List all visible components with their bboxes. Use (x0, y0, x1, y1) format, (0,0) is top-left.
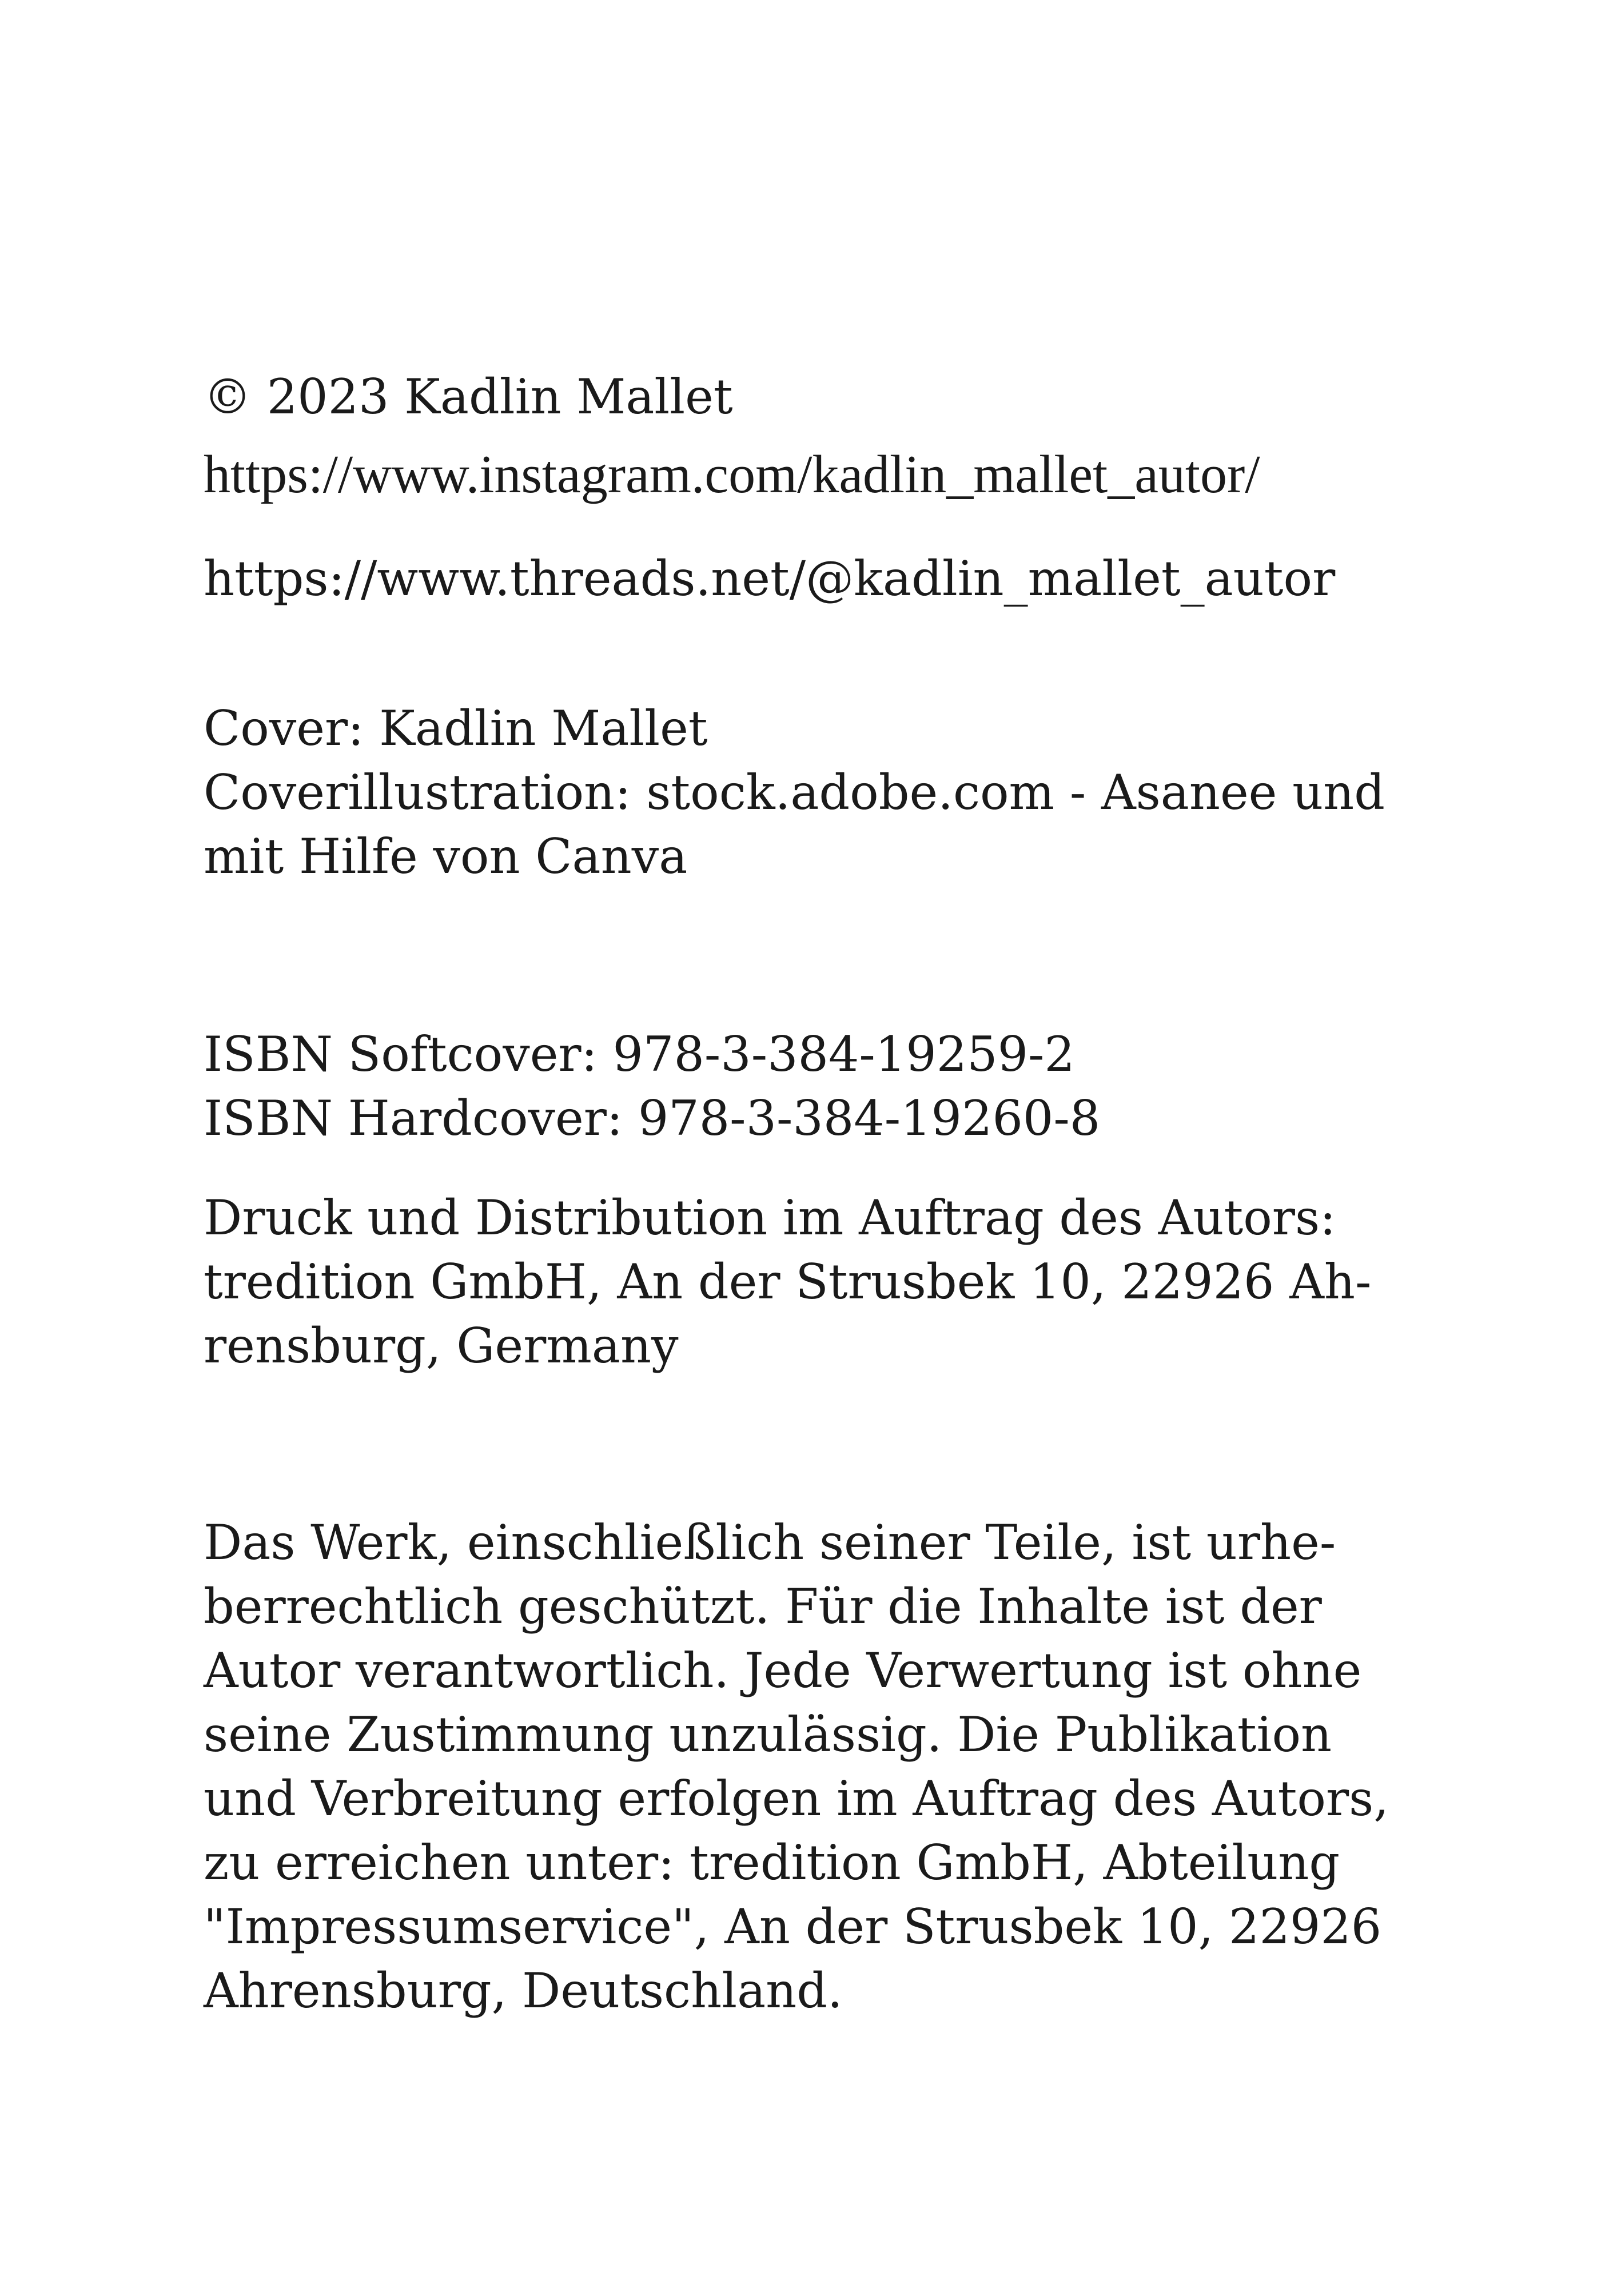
legal-notice-line: Das Werk, einschließlich seiner Teile, ist urhe- (204, 1514, 1336, 1570)
cover-credit: Cover: Kadlin Mallet (204, 700, 708, 756)
legal-notice-line: zu erreichen unter: tredition GmbH, Abteilung (204, 1835, 1340, 1891)
distribution-line: Druck und Distribution im Auftrag des Autors: (204, 1190, 1336, 1246)
legal-notice-line: "Impressumservice", An der Strusbek 10, 22926 (204, 1899, 1382, 1955)
cover-illustration-credit: Coverillustration: stock.adobe.com - Asanee und (204, 764, 1385, 820)
isbn-hardcover: ISBN Hardcover: 978-3-384-19260-8 (204, 1090, 1101, 1146)
isbn-softcover: ISBN Softcover: 978-3-384-19259-2 (204, 1026, 1075, 1082)
cover-illustration-credit-cont: mit Hilfe von Canva (204, 828, 688, 884)
legal-notice-line: Ahrensburg, Deutschland. (204, 1963, 843, 2019)
legal-notice-line: seine Zustimmung unzulässig. Die Publikation (204, 1707, 1332, 1763)
legal-notice-line: und Verbreitung erfolgen im Auftrag des Autors, (204, 1771, 1389, 1827)
legal-notice-line: Autor verantwortlich. Jede Verwertung ist ohne (204, 1643, 1362, 1699)
distribution-line: tredition GmbH, An der Strusbek 10, 22926 Ah- (204, 1254, 1372, 1310)
distribution-line: rensburg, Germany (204, 1318, 679, 1374)
instagram-link[interactable]: https://www.instagram.com/kadlin_mallet_autor/ (204, 445, 1260, 504)
threads-link[interactable]: https://www.threads.net/@kadlin_mallet_autor (204, 551, 1336, 607)
copyright-line: © 2023 Kadlin Mallet (204, 369, 733, 425)
legal-notice-line: berrechtlich geschützt. Für die Inhalte ist der (204, 1579, 1322, 1635)
